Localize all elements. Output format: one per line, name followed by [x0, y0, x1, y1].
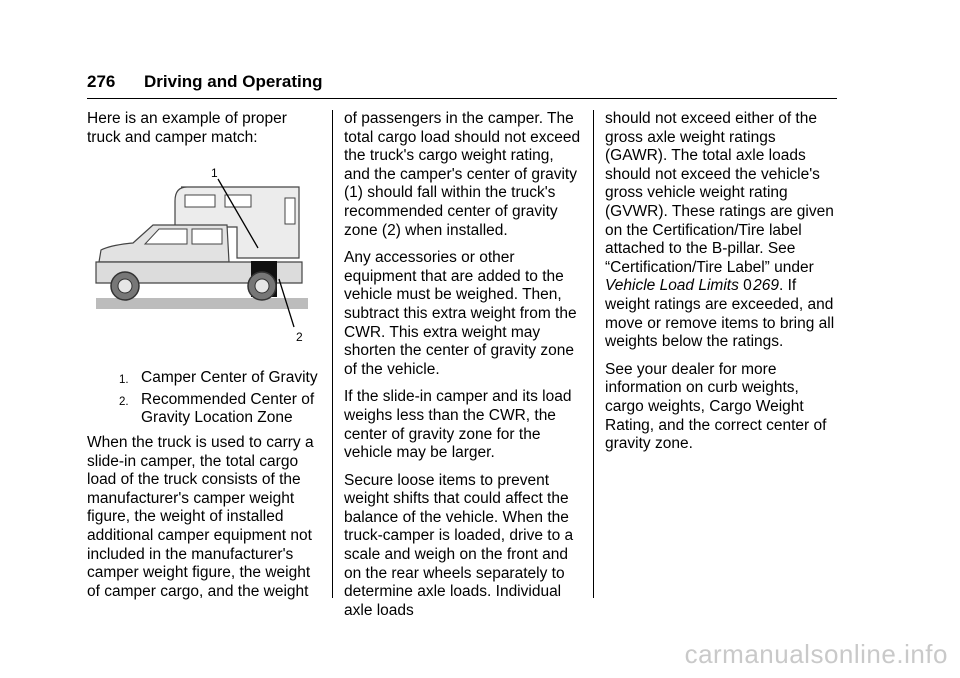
column-divider-2: [593, 110, 594, 598]
callout-label-2: 2: [296, 330, 303, 345]
camper-window-front: [185, 195, 215, 207]
column-1: [87, 110, 323, 610]
intro-paragraph: Here is an example of proper truck and camper match:: [87, 110, 287, 146]
legend-text: Recommended Center of Gravity Location Zone: [141, 390, 315, 427]
body-paragraph: of passengers in the camper. The total cargo load should not exceed the truck's cargo weight rating, and the camper's center of gravity (1) should fall within the truck's recommended center of gravity zone (2) when installed.: [344, 110, 581, 239]
body-paragraph: See your dealer for more information on curb weights, cargo weights, Cargo Weight Rating, and the correct center of gravity zone.: [605, 360, 827, 453]
truck-window-rear: [192, 229, 222, 244]
legend-number: 1.: [119, 374, 129, 387]
truck-camper-illustration: [87, 165, 323, 355]
watermark: carmanualsonline.info: [684, 639, 948, 669]
body-text: . If weight ratings are exceeded, and move or remove items to bring all weights below the ratings.: [605, 277, 835, 351]
cross-reference-link[interactable]: Vehicle Load Limits: [605, 277, 739, 295]
legend-text: Camper Center of Gravity: [141, 369, 318, 387]
truck-camper-figure: [87, 165, 323, 355]
camper-window-rear: [285, 198, 295, 224]
figure-legend: [87, 369, 323, 428]
front-hub: [118, 279, 132, 293]
section-title: Driving and Operating: [144, 72, 323, 91]
callout-label-1: 1: [211, 166, 218, 181]
body-paragraph: Any accessories or other equipment that are added to the vehicle must be weighed. Then, subtract this extra weight from the CWR. This extra weight may shorten the center of gravity zone of the vehicle.: [344, 249, 577, 378]
legend-item: [87, 391, 323, 428]
rear-hub: [255, 279, 269, 293]
body-paragraph: When the truck is used to carry a slide-in camper, the total cargo load of the truck consists of the manufacturer's camper weight figure, the weight of installed additional camper equipment not included in the manufacturer's camper weight figure, the weight of camper cargo, and the weight: [87, 433, 314, 600]
body-paragraph: Secure loose items to prevent weight shifts that could affect the balance of the vehicle. When the truck-camper is loaded, drive to a scale and weigh on the front and on the rear wheels separately to determine axle loads. Individual axle loads: [344, 471, 574, 619]
page-reference[interactable]: 269: [753, 277, 779, 295]
column-3: [605, 110, 837, 463]
page-number: 276: [87, 72, 116, 91]
legend-number: 2.: [119, 395, 129, 408]
body-text: should not exceed either of the gross axle weight ratings (GAWR). The total axle loads should not exceed the vehicle's gross vehicle weight rating (GVWR). These ratings are given on the Certification/Tire label attached to the B-pillar. See “Certification/Tire Label” under: [605, 110, 834, 276]
page-header: [87, 72, 837, 99]
body-paragraph: [605, 110, 837, 352]
column-divider-1: [332, 110, 333, 598]
column-2: [344, 110, 582, 629]
page-ref-symbol: 0: [743, 277, 752, 295]
legend-item: [87, 369, 323, 388]
body-paragraph: If the slide-in camper and its load weighs less than the CWR, the center of gravity zone for the vehicle may be larger.: [344, 388, 572, 462]
